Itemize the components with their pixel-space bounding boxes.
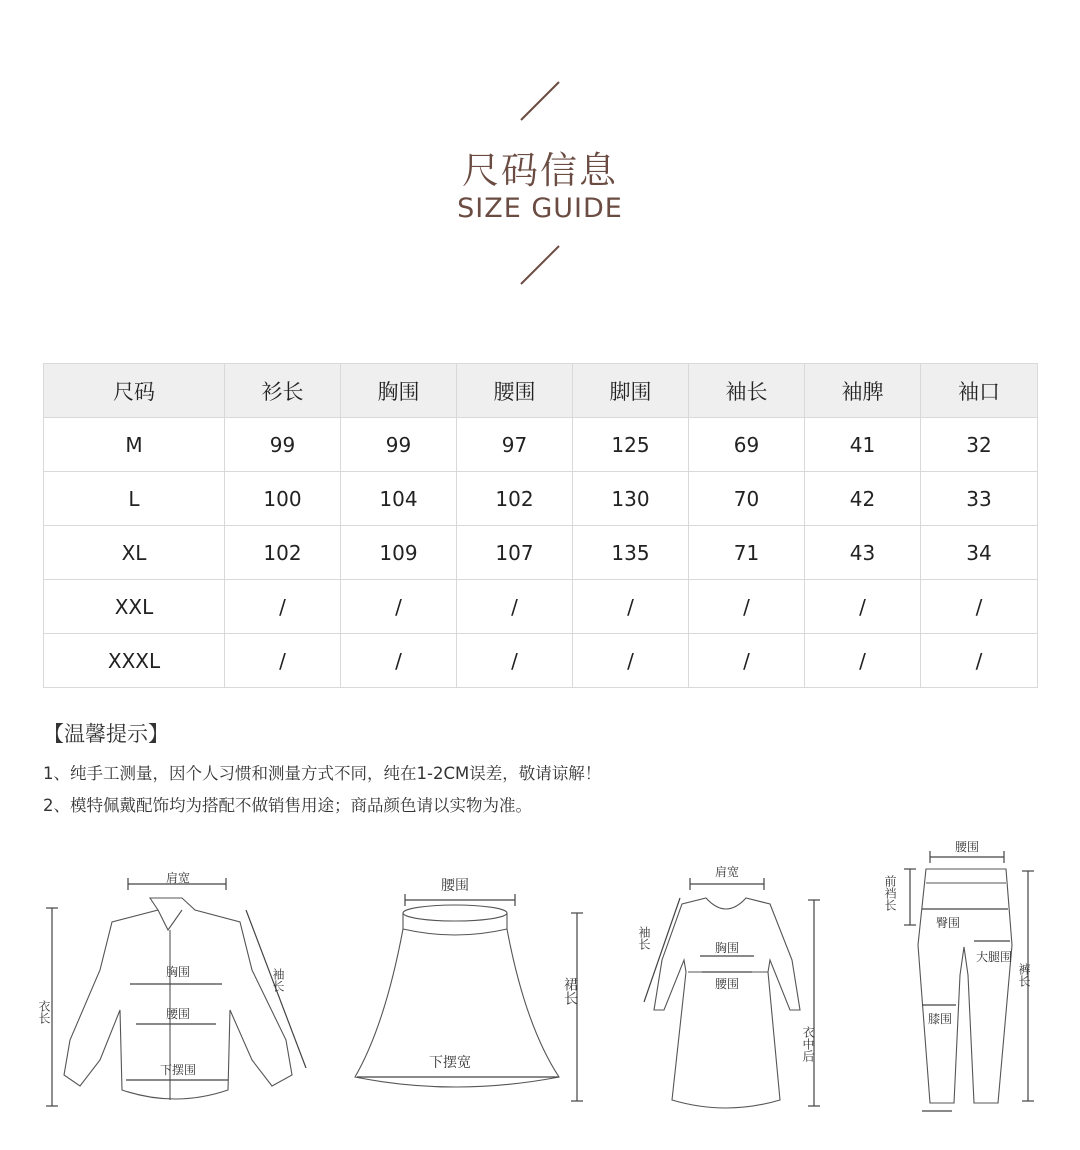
table-row	[44, 418, 1038, 472]
table-header: 腰围	[457, 364, 573, 418]
table-cell: 130	[573, 472, 689, 526]
shirt-hem-label: 下摆围	[159, 1063, 197, 1077]
table-cell: 99	[341, 418, 457, 472]
table-header: 衫长	[225, 364, 341, 418]
table-cell: 69	[689, 418, 805, 472]
dress-outline	[654, 898, 800, 1108]
skirt-hem-label: 下摆宽	[429, 1055, 471, 1071]
table-cell: L	[44, 472, 225, 526]
tip-line-1: 1、纯手工测量，因个人习惯和测量方式不同，纯在1-2CM误差，敬请谅解！	[43, 764, 602, 783]
tips-title: 【温馨提示】	[43, 722, 169, 746]
table-cell: 71	[689, 526, 805, 580]
table-cell: 70	[689, 472, 805, 526]
skirt-waist-label: 腰围	[441, 878, 469, 894]
dress-shoulder-label: 肩宽	[714, 865, 740, 879]
shirt-length-label: 衣长	[37, 1000, 51, 1024]
table-cell: 33	[921, 472, 1038, 526]
table-cell: XL	[44, 526, 225, 580]
table-cell: 135	[573, 526, 689, 580]
skirt-waistband-top	[403, 905, 507, 921]
table-cell: /	[921, 634, 1038, 688]
table-cell: /	[457, 580, 573, 634]
table-cell: /	[341, 634, 457, 688]
table-header: 袖脾	[805, 364, 921, 418]
table-header-row	[44, 364, 1038, 418]
table-cell: /	[225, 634, 341, 688]
dress-waist-label: 腰围	[714, 977, 740, 991]
dress-diagram	[630, 860, 835, 1120]
shirt-diagram	[37, 860, 310, 1120]
table-header: 胸围	[341, 364, 457, 418]
table-cell: 34	[921, 526, 1038, 580]
table-cell: 32	[921, 418, 1038, 472]
table-cell: 41	[805, 418, 921, 472]
table-cell: 42	[805, 472, 921, 526]
table-cell: 102	[225, 526, 341, 580]
table-cell: /	[573, 580, 689, 634]
pants-thigh-label: 大腿围	[975, 950, 1013, 964]
skirt-diagram	[345, 865, 595, 1110]
top-slash	[521, 82, 559, 120]
pants-diagram	[880, 835, 1050, 1120]
table-cell: /	[689, 580, 805, 634]
table-cell: 104	[341, 472, 457, 526]
table-cell: 99	[225, 418, 341, 472]
table-cell: 43	[805, 526, 921, 580]
table-cell: 107	[457, 526, 573, 580]
table-row	[44, 526, 1038, 580]
table-cell: XXXL	[44, 634, 225, 688]
table-cell: /	[805, 634, 921, 688]
table-cell: /	[225, 580, 341, 634]
skirt-length-label: 裙长	[562, 977, 578, 1005]
pants-hip-label: 臀围	[935, 916, 961, 930]
table-cell: XXL	[44, 580, 225, 634]
shirt-waist-label: 腰围	[165, 1007, 191, 1021]
table-cell: 125	[573, 418, 689, 472]
table-cell: 109	[341, 526, 457, 580]
table-cell: /	[457, 634, 573, 688]
pants-rise-label: 前裆长	[883, 875, 897, 911]
table-cell: /	[689, 634, 805, 688]
table-cell: /	[341, 580, 457, 634]
shirt-sleeve-label: 袖长	[271, 968, 285, 992]
page-title: 尺码信息	[462, 149, 618, 192]
pants-waist-label: 腰围	[954, 840, 980, 854]
size-table	[43, 363, 1038, 688]
table-row	[44, 580, 1038, 634]
shirt-collar	[158, 910, 182, 930]
shirt-shoulder-label: 肩宽	[165, 871, 191, 885]
table-cell: /	[921, 580, 1038, 634]
table-cell: M	[44, 418, 225, 472]
table-header: 袖口	[921, 364, 1038, 418]
pants-knee-label: 膝围	[927, 1012, 953, 1026]
table-cell: /	[573, 634, 689, 688]
table-row	[44, 472, 1038, 526]
table-row	[44, 634, 1038, 688]
dress-sleeve-label: 袖长	[637, 926, 651, 950]
table-cell: 97	[457, 418, 573, 472]
shirt-chest-label: 胸围	[165, 965, 191, 979]
table-cell: /	[805, 580, 921, 634]
table-cell: 100	[225, 472, 341, 526]
dress-length-label: 衣中后	[801, 1026, 815, 1062]
tip-line-2: 2、模特佩戴配饰均为搭配不做销售用途；商品颜色请以实物为准。	[43, 796, 532, 815]
skirt-waistband	[403, 913, 507, 935]
table-header: 尺码	[44, 364, 225, 418]
table-cell: 102	[457, 472, 573, 526]
pants-length-label: 裤长	[1017, 963, 1031, 987]
table-header: 袖长	[689, 364, 805, 418]
table-header: 脚围	[573, 364, 689, 418]
pants-outline	[918, 869, 1012, 1103]
tips-section	[43, 718, 601, 822]
page-subtitle: SIZE GUIDE	[457, 193, 623, 224]
dress-chest-label: 胸围	[714, 941, 740, 955]
bottom-slash	[521, 246, 559, 284]
